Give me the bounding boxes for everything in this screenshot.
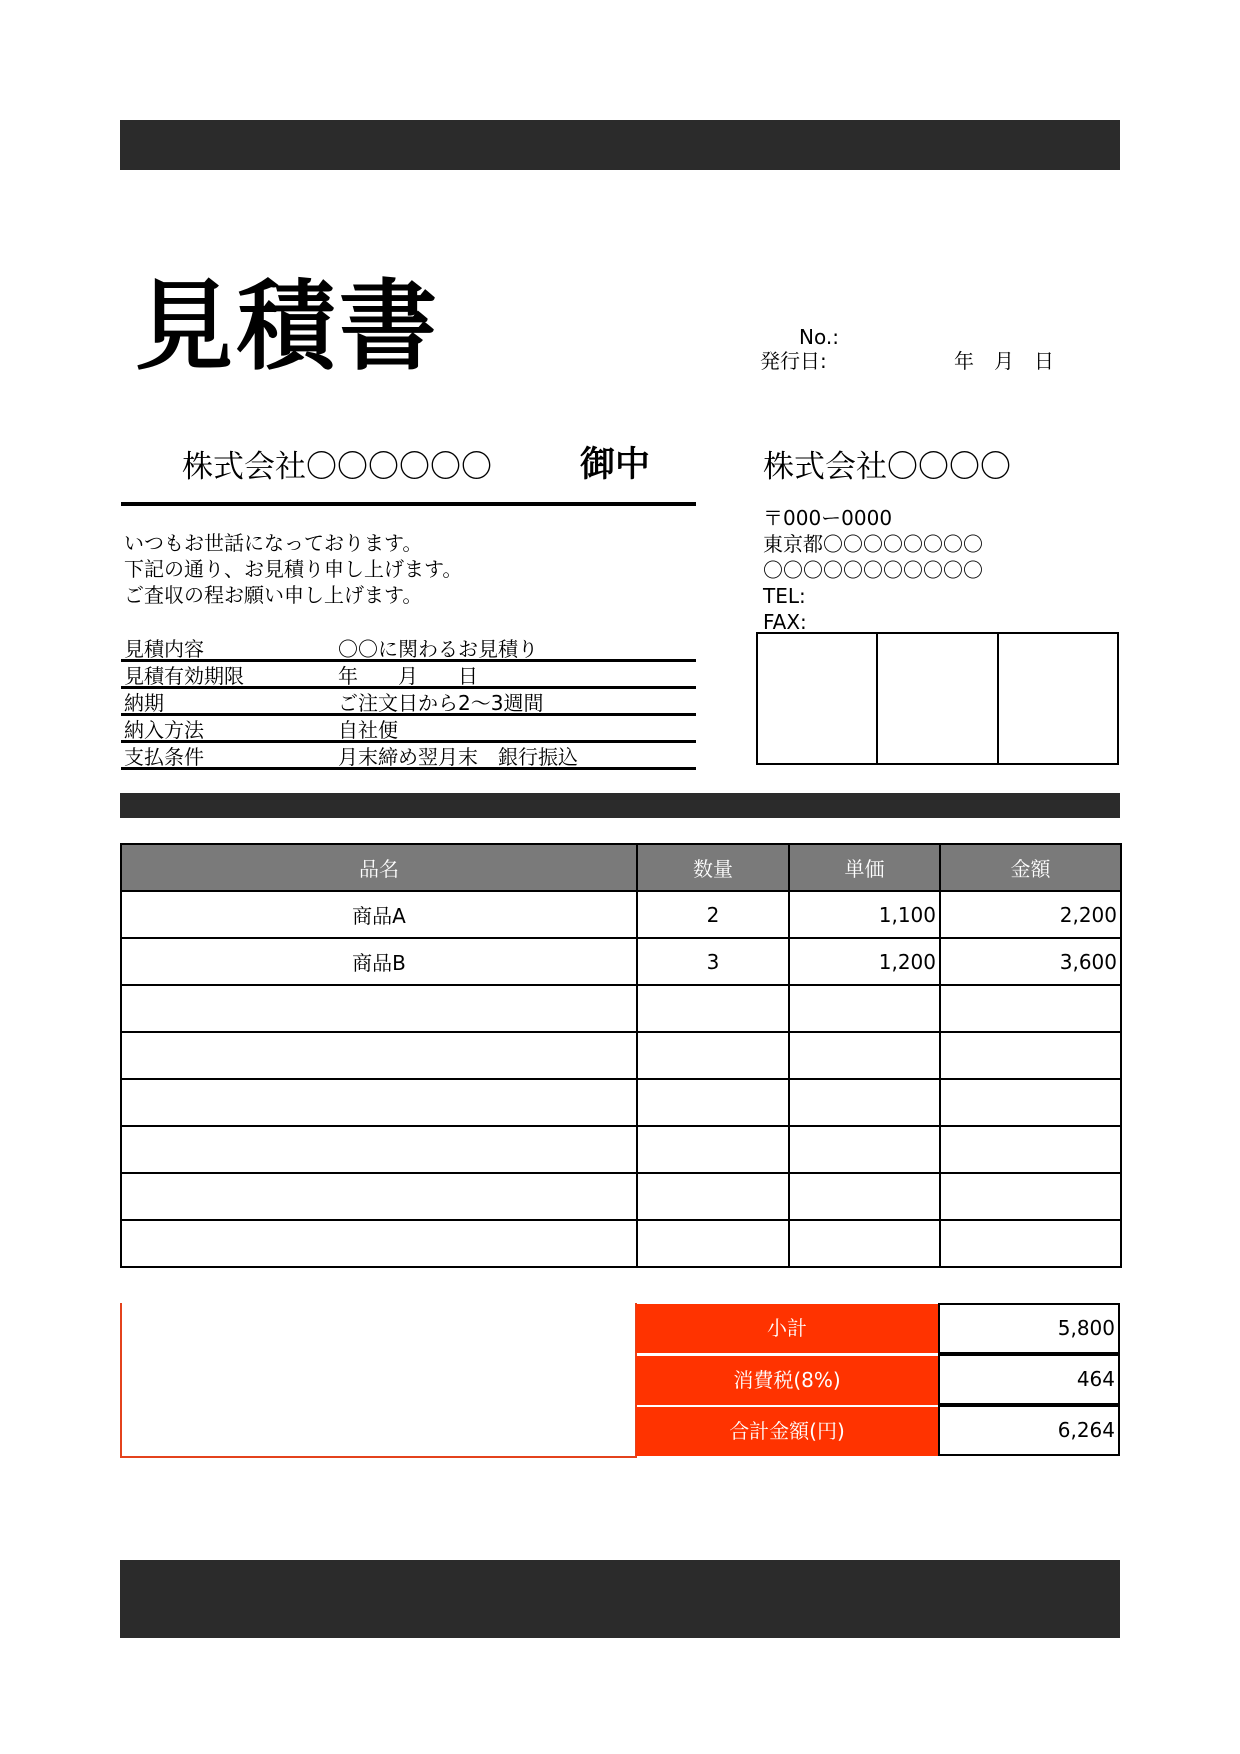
cell-amount: [940, 1079, 1121, 1126]
subtotal-value: 5,800: [938, 1303, 1120, 1354]
tax-label: 消費税(8%): [636, 1356, 938, 1405]
cell-amount: 2,200: [940, 891, 1121, 938]
condition-row: [121, 689, 696, 716]
cell-item-name: 商品B: [121, 938, 637, 985]
issuer-postal: 〒000ー0000: [763, 506, 893, 530]
issuer-address-2: 〇〇〇〇〇〇〇〇〇〇〇: [763, 558, 983, 582]
stamp-box: [758, 634, 878, 763]
greeting-line: いつもお世話になっております。: [124, 531, 423, 555]
condition-value: 自社便: [338, 718, 398, 742]
cell-unit-price: [789, 1079, 940, 1126]
issue-date-label: 発行日:: [760, 349, 827, 373]
condition-label: 支払条件: [124, 745, 204, 769]
stamp-boxes: [756, 632, 1119, 765]
cell-unit-price: [789, 1220, 940, 1267]
cell-quantity: [637, 1173, 789, 1220]
condition-value: 年 月 日: [338, 664, 478, 688]
condition-value: 〇〇に関わるお見積り: [338, 637, 538, 661]
cell-amount: [940, 1126, 1121, 1173]
cell-item-name: [121, 1032, 637, 1079]
condition-label: 見積有効期限: [124, 664, 244, 688]
cell-quantity: [637, 1126, 789, 1173]
cell-unit-price: [789, 1032, 940, 1079]
header-amount: 金額: [940, 844, 1121, 891]
top-bar: [120, 120, 1120, 170]
table-row: [121, 1220, 1121, 1267]
cell-quantity: [637, 1032, 789, 1079]
cell-item-name: [121, 1126, 637, 1173]
remarks-area: [120, 1303, 637, 1458]
issuer-name: 株式会社〇〇〇〇: [763, 449, 1011, 485]
cell-item-name: [121, 1173, 637, 1220]
table-row: [121, 938, 1121, 985]
cell-unit-price: [789, 1173, 940, 1220]
condition-row: [121, 716, 696, 743]
condition-row: [121, 635, 696, 662]
bottom-bar: [120, 1560, 1120, 1638]
cell-amount: [940, 1220, 1121, 1267]
issuer-tel: TEL:: [763, 584, 806, 608]
cell-unit-price: [789, 985, 940, 1032]
header-item-name: 品名: [121, 844, 637, 891]
cell-amount: [940, 1032, 1121, 1079]
table-row: [121, 985, 1121, 1032]
greeting: [124, 530, 462, 608]
client-underline: [121, 502, 696, 506]
table-row: [121, 1173, 1121, 1220]
table-header-row: [121, 844, 1121, 891]
table-row: [121, 1079, 1121, 1126]
issuer-fax: FAX:: [763, 610, 807, 634]
subtotal-label: 小計: [636, 1304, 938, 1353]
condition-row: [121, 743, 696, 770]
issue-date-value: 年 月 日: [954, 349, 1054, 373]
greeting-line: ご査収の程お願い申し上げます。: [124, 583, 423, 607]
cell-quantity: 2: [637, 891, 789, 938]
cell-amount: [940, 1173, 1121, 1220]
cell-unit-price: 1,100: [789, 891, 940, 938]
number-label: No.:: [799, 325, 839, 349]
middle-bar: [120, 793, 1120, 818]
cell-unit-price: [789, 1126, 940, 1173]
cell-item-name: [121, 985, 637, 1032]
total-label: 合計金額(円): [636, 1407, 938, 1456]
issuer-address-1: 東京都〇〇〇〇〇〇〇〇: [763, 532, 983, 556]
total-value: 6,264: [938, 1405, 1120, 1456]
cell-quantity: [637, 1079, 789, 1126]
items-table: [120, 843, 1122, 1268]
table-row: [121, 1126, 1121, 1173]
cell-quantity: [637, 1220, 789, 1267]
cell-amount: [940, 985, 1121, 1032]
condition-row: [121, 662, 696, 689]
stamp-box: [999, 634, 1117, 763]
condition-value: 月末締め翌月末 銀行振込: [338, 745, 578, 769]
table-row: [121, 1032, 1121, 1079]
table-row: [121, 891, 1121, 938]
cell-quantity: [637, 985, 789, 1032]
cell-unit-price: 1,200: [789, 938, 940, 985]
condition-value: ご注文日から2～3週間: [338, 691, 544, 715]
cell-amount: 3,600: [940, 938, 1121, 985]
document-title: 見積書: [135, 270, 442, 384]
cell-item-name: 商品A: [121, 891, 637, 938]
header-unit-price: 単価: [789, 844, 940, 891]
condition-label: 見積内容: [124, 637, 204, 661]
client-name: 株式会社〇〇〇〇〇〇: [182, 449, 492, 485]
header-quantity: 数量: [637, 844, 789, 891]
stamp-box: [878, 634, 998, 763]
tax-value: 464: [938, 1354, 1120, 1405]
cell-item-name: [121, 1220, 637, 1267]
condition-label: 納期: [124, 691, 164, 715]
client-honorific: 御中: [580, 445, 651, 485]
greeting-line: 下記の通り、お見積り申し上げます。: [124, 557, 463, 581]
cell-item-name: [121, 1079, 637, 1126]
condition-label: 納入方法: [124, 718, 204, 742]
cell-quantity: 3: [637, 938, 789, 985]
